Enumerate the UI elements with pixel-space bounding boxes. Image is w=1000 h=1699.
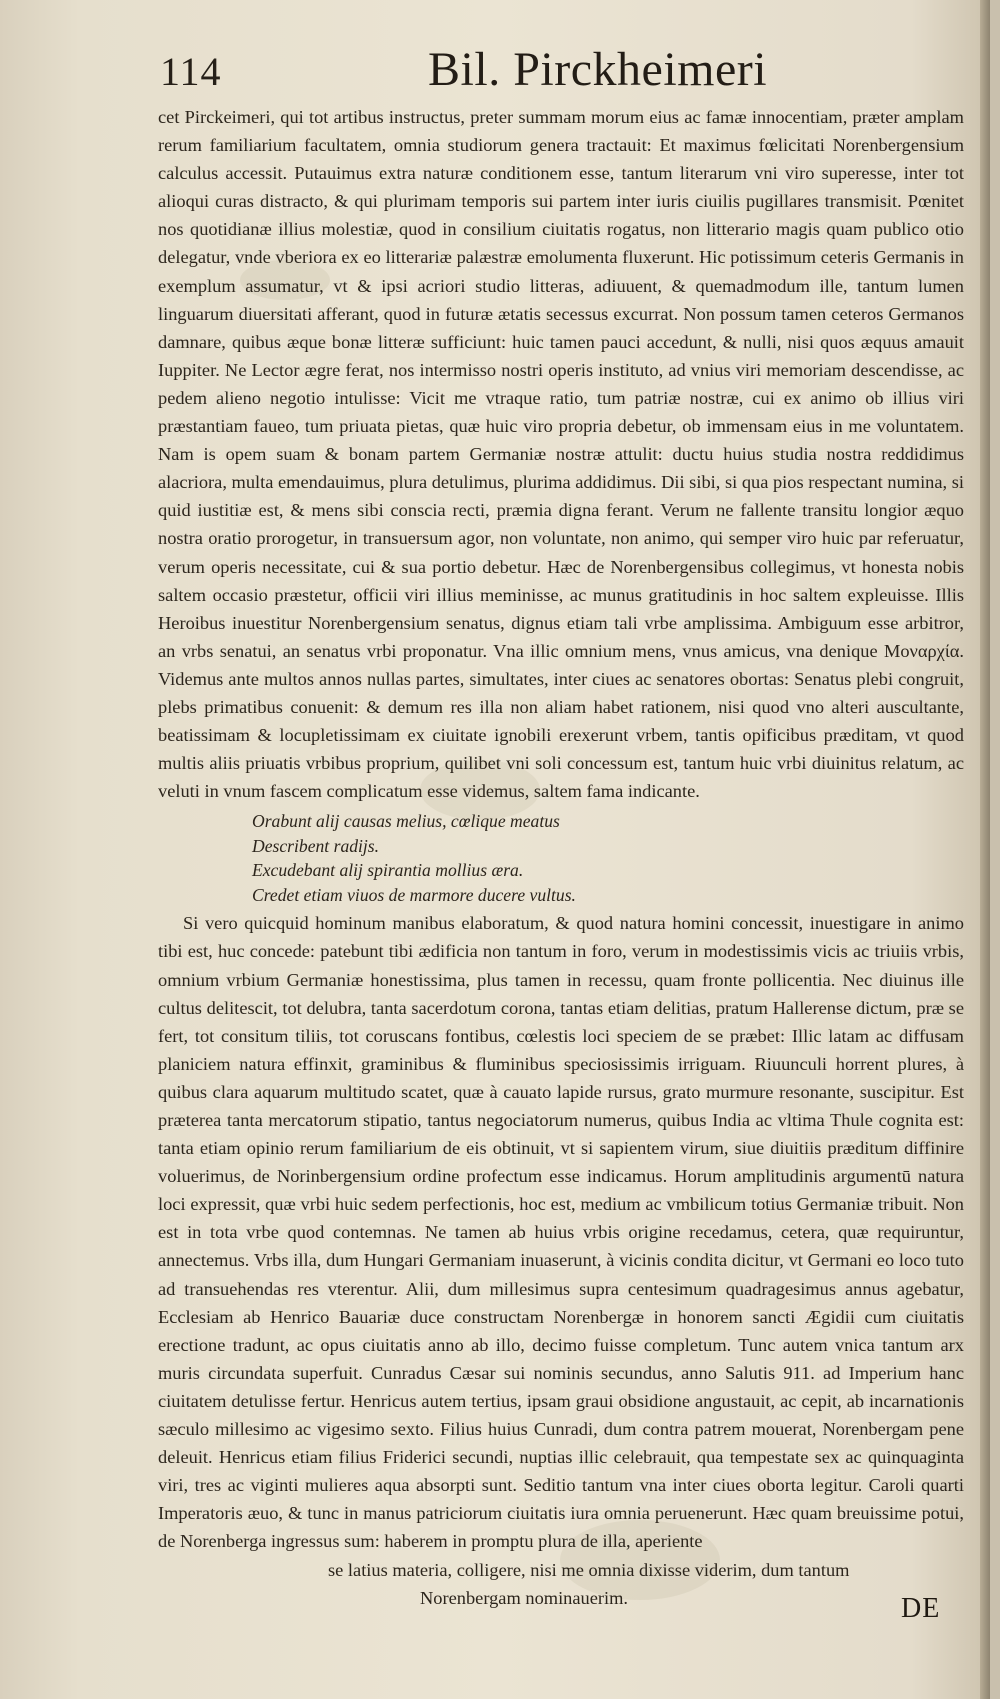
verse-line: Excudebant alij spirantia mollius æra. — [252, 860, 524, 881]
paragraph-2: Si vero quicquid hominum manibus elaboratum, & quod natura homini concessit, inuestigare in animo tibi est, huc concede: patebunt tibi ædificia non tantum in foro, verum in modestissimis vicis ac triuiis vrbis, omnium vrbium Germaniæ honestissima, plus tamen in recessu, quam fronte pollicentia. Nec diuinus ille cultus delitescit, tot delubra, tanta sacerdotum corona, tantas etiam delitias, pratum Hallerense dictum, præ se fert, tot consitum tiliis, tot coruscans fontibus, cœlestis loci speciem de se præbet: Illic latam ac diffusam planiciem natura effinxit, graminibus & fluminibus speciosissimis irriguam. Riuunculi horrent plures, à quibus clara aquarum multitudo scatet, quæ à cauato lapide rursus, grato murmure resonante, suscipitur. Est præterea tanta mercatorum stipatio, tantus negociatorum numerus, quibus India ac vltima Thule cognita est: tanta etiam opinio rerum familiarium de eis obtinuit, vt si sapientem virum, siue diuitiis præditum diffinire voluerimus, de Norinbergensium ordine profectum esse indicamus. Horum amplitudinis argumentū natura loci expressit, quæ vrbi huic sedem perfectionis, hoc est, medium ac vmbilicum totius Germaniæ tribuit. Non est in tota vrbe quod contemnas. Ne tamen ab huius vrbis origine recedamus, cetera, quæ requiruntur, annectemus. Vrbs illa, dum Hungari Germaniam inuaserunt, à vicinis condita dicitur, vt Germani eo loco tuto ad transuehendas res vterentur. Alii, dum millesimus supra centesimum quadragesimus annus agebatur, Ecclesiam ab Henrico Bauariæ duce constructam Norenbergæ in honorem sancti Ægidii cum ciuitatis erectione tradunt, ac opus ciuitatis anno ab illo, decimo fuisse completum. Tunc autem vnica tantum arx muris circundata superfuit. Cunradus Cæsar sui nominis secundus, anno Salutis 911. ad Imperium hanc ciuitatem detulisse fertur. Henricus autem tertius, ipsam graui obsidione angustauit, ac cepit, ab incarnationis sæculo millesimo ac vigesimo sexto. Filius huius Cunradi, dum contra patrem mouerat, Norenbergam pene deleuit. Henricus etiam filius Friderici secundi, nuptias illic celebrauit, qua tempestate sex ac quinquaginta viri, tres ac viginti mulieres aqua absorpti sunt. Seditio tantum vna inter ciues oborta legitur. Caroli quarti Imperatoris æuo, & tunc in manus patriciorum ciuitatis iura omnia peruenerunt. Hæc quam breuissime potui, de Norenberga ingressus sum: haberem in promptu plura de illa, aperiente — [158, 913, 964, 1552]
catchword: DE — [901, 1593, 941, 1624]
verse-line: Credet etiam viuos de marmore ducere vultus. — [252, 884, 576, 905]
page-header — [160, 42, 768, 102]
page-number: 114 — [160, 49, 222, 94]
verse-quotation — [252, 809, 964, 907]
page-edge — [980, 0, 990, 1699]
closing-line: Norenbergam nominauerim. — [420, 1587, 629, 1608]
paragraph-1: cet Pirckeimeri, qui tot artibus instructus, preter summam morum eius ac famæ innocentiam, præter amplam rerum familiarium facultatem, omnia studiorum genera tractauit: Et maximus fœlicitati Norenbergensium calculus accessit. Putauimus extra naturæ conditionem esse, tantum literarum vni viro superesse, inter tot alioqui curas distracto, & qui plurimam temporis sui partem inter iuris ciuilis pugillares transmisit. Pœnitet nos quotidianæ illius molestiæ, quod in consilium ciuitatis rogatus, non litterario magis quam publico otio delegatur, vnde vberiora ex eo litterariæ palæstræ emolumenta fluxerunt. Hic potissimum ceteris Germanis in exemplum assumatur, vt & ipsi acriori studio litteras, adiuuent, & quemadmodum ille, tantum lumen linguarum diuersitati afferant, quod in futuræ ætatis secessus excurrat. Non possum tamen ceteros Germanos damnare, quibus æque bonæ litteræ sufficiunt: huic tamen pauci accedunt, & nulli, nisi quos æquus amauit Iuppiter. Ne Lector ægre ferat, nos intermisso nostri operis instituto, ad vnius viri memoriam descendisse, ac pedem alieno negotio intulisse: Vicit me vtraque ratio, tum patriæ nostræ, cui ex animo ob illius viri præstantiam faueo, tum priuata pietas, quæ huic viro propria debetur, ob immensam eius in me voluntatem. Nam is opem suam & bonam partem Germaniæ nostræ attulit: ductu huius studia nostra reddidimus alacriora, multa emendauimus, plura detulimus, plurima addidimus. Dii sibi, si qua pios respectant numina, si quid iustitiæ est, & mens sibi conscia recti, præmia digna ferant. Verum ne fallente transitu longior æquo nostra oratio prorogetur, in transuersum agor, non voluntate, non animo, qui semper viro huic par referuatur, verum operis necessitate, cui & sua portio debetur. Hæc de Norenbergensibus collegimus, vt honesta nobis saltem occasio præstetur, officii viri illius meminisse, ac munus gratitudinis in hoc saltem expleuisse. Illis Heroibus inuestitur Norenbergensium senatus, dignus etiam tali vrbe amplissima. Ambiguum esse arbitror, an vrbs senatui, an senatus vrbi proponatur. Vna illic omnium mens, vnus amicus, vna denique Μοναρχία. Videmus ante multos annos nullas partes, simultates, inter ciues ac senatores obortas: Senatus plebi congruit, plebs primatibus conuenit: & demum res illa non aliam habet rationem, nisi quod vno alteri auscultante, beatissimam & locupletissimam ex ciuitate ignobili erexerunt vrbem, tantis opificibus præditam, vt quod multis aliis priuatis vrbibus proprium, quilibet vni soli concessum est, tantum huic vrbi diuinitus relatum, ac veluti in vnum fascem complicatum esse videmus, saltem fama indicante. — [158, 107, 964, 802]
main-text — [158, 103, 964, 1612]
verse-line: Describent radijs. — [252, 835, 380, 856]
closing-line: se latius materia, colligere, nisi me omnia dixisse viderim, dum tantum — [328, 1559, 850, 1580]
running-head: Bil. Pirckheimeri — [428, 43, 768, 96]
verse-line: Orabunt alij causas melius, cœlique meatus — [252, 811, 560, 832]
